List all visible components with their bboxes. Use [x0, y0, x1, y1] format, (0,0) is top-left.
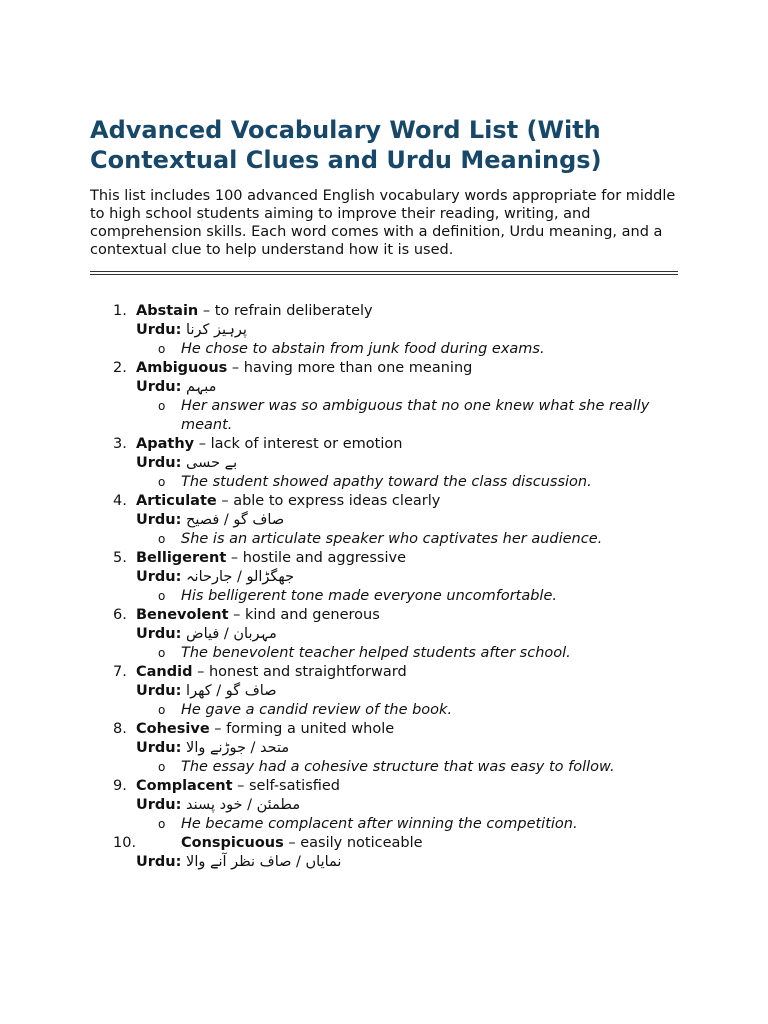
urdu-line — [0, 853, 768, 872]
example-sentence: She is an articulate speaker who captivates her audience. — [181, 531, 603, 547]
urdu-label: Urdu: — [136, 569, 182, 585]
vocab-item — [0, 359, 768, 435]
bullet-marker: o — [158, 342, 166, 356]
item-number: 2. — [113, 360, 127, 376]
dash: – — [209, 721, 227, 737]
vocab-definition: honest and straightforward — [208, 664, 407, 680]
bullet-marker: o — [158, 532, 166, 546]
bullet-marker: o — [158, 475, 166, 489]
example-row — [0, 758, 768, 777]
bullet-marker: o — [158, 646, 166, 660]
vocab-term: Belligerent — [136, 550, 227, 566]
vocab-term: Cohesive — [136, 721, 210, 737]
vocab-definition: having more than one meaning — [243, 360, 473, 376]
vocab-term: Conspicuous — [181, 835, 284, 851]
dash: – — [283, 835, 301, 851]
urdu-label: Urdu: — [136, 512, 182, 528]
example-sentence: The essay had a cohesive structure that was easy to follow. — [181, 759, 615, 775]
urdu-line — [0, 454, 768, 473]
urdu-meaning: جھگڑالو / جارحانہ — [186, 569, 295, 585]
vocab-definition: hostile and aggressive — [242, 550, 406, 566]
example-row — [0, 701, 768, 720]
dash: – — [232, 778, 249, 794]
vocab-definition: to refrain deliberately — [214, 303, 373, 319]
horizontal-rule — [90, 271, 678, 275]
example-sentence: He chose to abstain from junk food during exams. — [181, 341, 545, 357]
urdu-meaning: پرہیز کرنا — [186, 322, 247, 338]
urdu-line — [0, 511, 768, 530]
item-number: 5. — [113, 550, 127, 566]
vocab-item — [0, 549, 768, 606]
dash: – — [192, 664, 209, 680]
example-row — [0, 397, 768, 435]
urdu-label: Urdu: — [136, 455, 182, 471]
item-number: 9. — [113, 778, 127, 794]
urdu-meaning: نمایاں / صاف نظر آنے والا — [186, 854, 342, 870]
bullet-marker: o — [158, 703, 166, 717]
vocab-definition: able to express ideas clearly — [233, 493, 441, 509]
item-number: 1. — [113, 303, 127, 319]
dash: – — [227, 360, 244, 376]
vocab-item — [0, 302, 768, 359]
vocab-term: Articulate — [136, 493, 217, 509]
bullet-marker: o — [158, 589, 166, 603]
dash: – — [194, 436, 211, 452]
item-number: 6. — [113, 607, 127, 623]
vocab-term: Complacent — [136, 778, 233, 794]
vocab-item — [0, 435, 768, 492]
dash: – — [216, 493, 234, 509]
bullet-marker: o — [158, 760, 166, 774]
urdu-meaning: مطمئن / خود پسند — [186, 797, 301, 813]
example-sentence: He became complacent after winning the competition. — [181, 816, 578, 832]
urdu-label: Urdu: — [136, 626, 182, 642]
urdu-label: Urdu: — [136, 379, 182, 395]
dash: – — [198, 303, 215, 319]
urdu-meaning: صاف گو / فصیح — [186, 512, 285, 528]
item-number: 4. — [113, 493, 127, 509]
vocab-item — [0, 777, 768, 834]
vocab-term: Candid — [136, 664, 193, 680]
urdu-label: Urdu: — [136, 797, 182, 813]
urdu-line — [0, 625, 768, 644]
urdu-label: Urdu: — [136, 740, 182, 756]
example-sentence: The benevolent teacher helped students after school. — [181, 645, 571, 661]
urdu-line — [0, 378, 768, 397]
urdu-label: Urdu: — [136, 683, 182, 699]
example-sentence: The student showed apathy toward the class discussion. — [181, 474, 592, 490]
vocab-term: Benevolent — [136, 607, 229, 623]
vocab-definition: forming a united whole — [226, 721, 395, 737]
urdu-label: Urdu: — [136, 322, 182, 338]
example-sentence: His belligerent tone made everyone uncomfortable. — [181, 588, 557, 604]
vocab-item — [0, 606, 768, 663]
urdu-meaning: بے حسی — [186, 455, 238, 471]
example-row — [0, 587, 768, 606]
dash: – — [226, 550, 243, 566]
vocabulary-list — [0, 302, 768, 872]
urdu-label: Urdu: — [136, 854, 182, 870]
vocab-term: Apathy — [136, 436, 195, 452]
example-sentence: He gave a candid review of the book. — [181, 702, 453, 718]
vocab-definition: kind and generous — [244, 607, 380, 623]
urdu-line — [0, 568, 768, 587]
item-number: 10. — [113, 835, 137, 851]
vocab-definition: self-satisfied — [249, 778, 341, 794]
page-title: Advanced Vocabulary Word List (With Contextual Clues and Urdu Meanings) — [90, 116, 602, 174]
urdu-meaning: مہربان / فیاض — [186, 626, 277, 642]
vocab-term: Abstain — [136, 303, 199, 319]
example-row — [0, 340, 768, 359]
urdu-line — [0, 321, 768, 340]
item-number: 3. — [113, 436, 127, 452]
urdu-line — [0, 796, 768, 815]
vocab-definition: lack of interest or emotion — [210, 436, 403, 452]
vocab-item — [0, 834, 768, 872]
example-row — [0, 530, 768, 549]
vocab-item — [0, 663, 768, 720]
example-sentence: Her answer was so ambiguous that no one knew what she really meant. — [181, 398, 650, 433]
vocab-term: Ambiguous — [136, 360, 228, 376]
item-number: 8. — [113, 721, 127, 737]
bullet-marker: o — [158, 399, 166, 413]
vocab-item — [0, 492, 768, 549]
vocab-definition: easily noticeable — [300, 835, 423, 851]
urdu-meaning: متحد / جوڑنے والا — [186, 740, 290, 756]
urdu-meaning: مبہم — [186, 379, 217, 395]
example-row — [0, 815, 768, 834]
intro-paragraph: This list includes 100 advanced English vocabulary words appropriate for middle to high school students aiming to improve their reading, writing, and comprehension skills. Each word comes with a definition, Urdu meaning, and a contextual clue to help understand how it is used. — [90, 188, 676, 258]
urdu-meaning: صاف گو / کھرا — [186, 683, 277, 699]
example-row — [0, 473, 768, 492]
item-number: 7. — [113, 664, 127, 680]
example-row — [0, 644, 768, 663]
urdu-line — [0, 682, 768, 701]
urdu-line — [0, 739, 768, 758]
dash: – — [228, 607, 245, 623]
vocab-item — [0, 720, 768, 777]
bullet-marker: o — [158, 817, 166, 831]
